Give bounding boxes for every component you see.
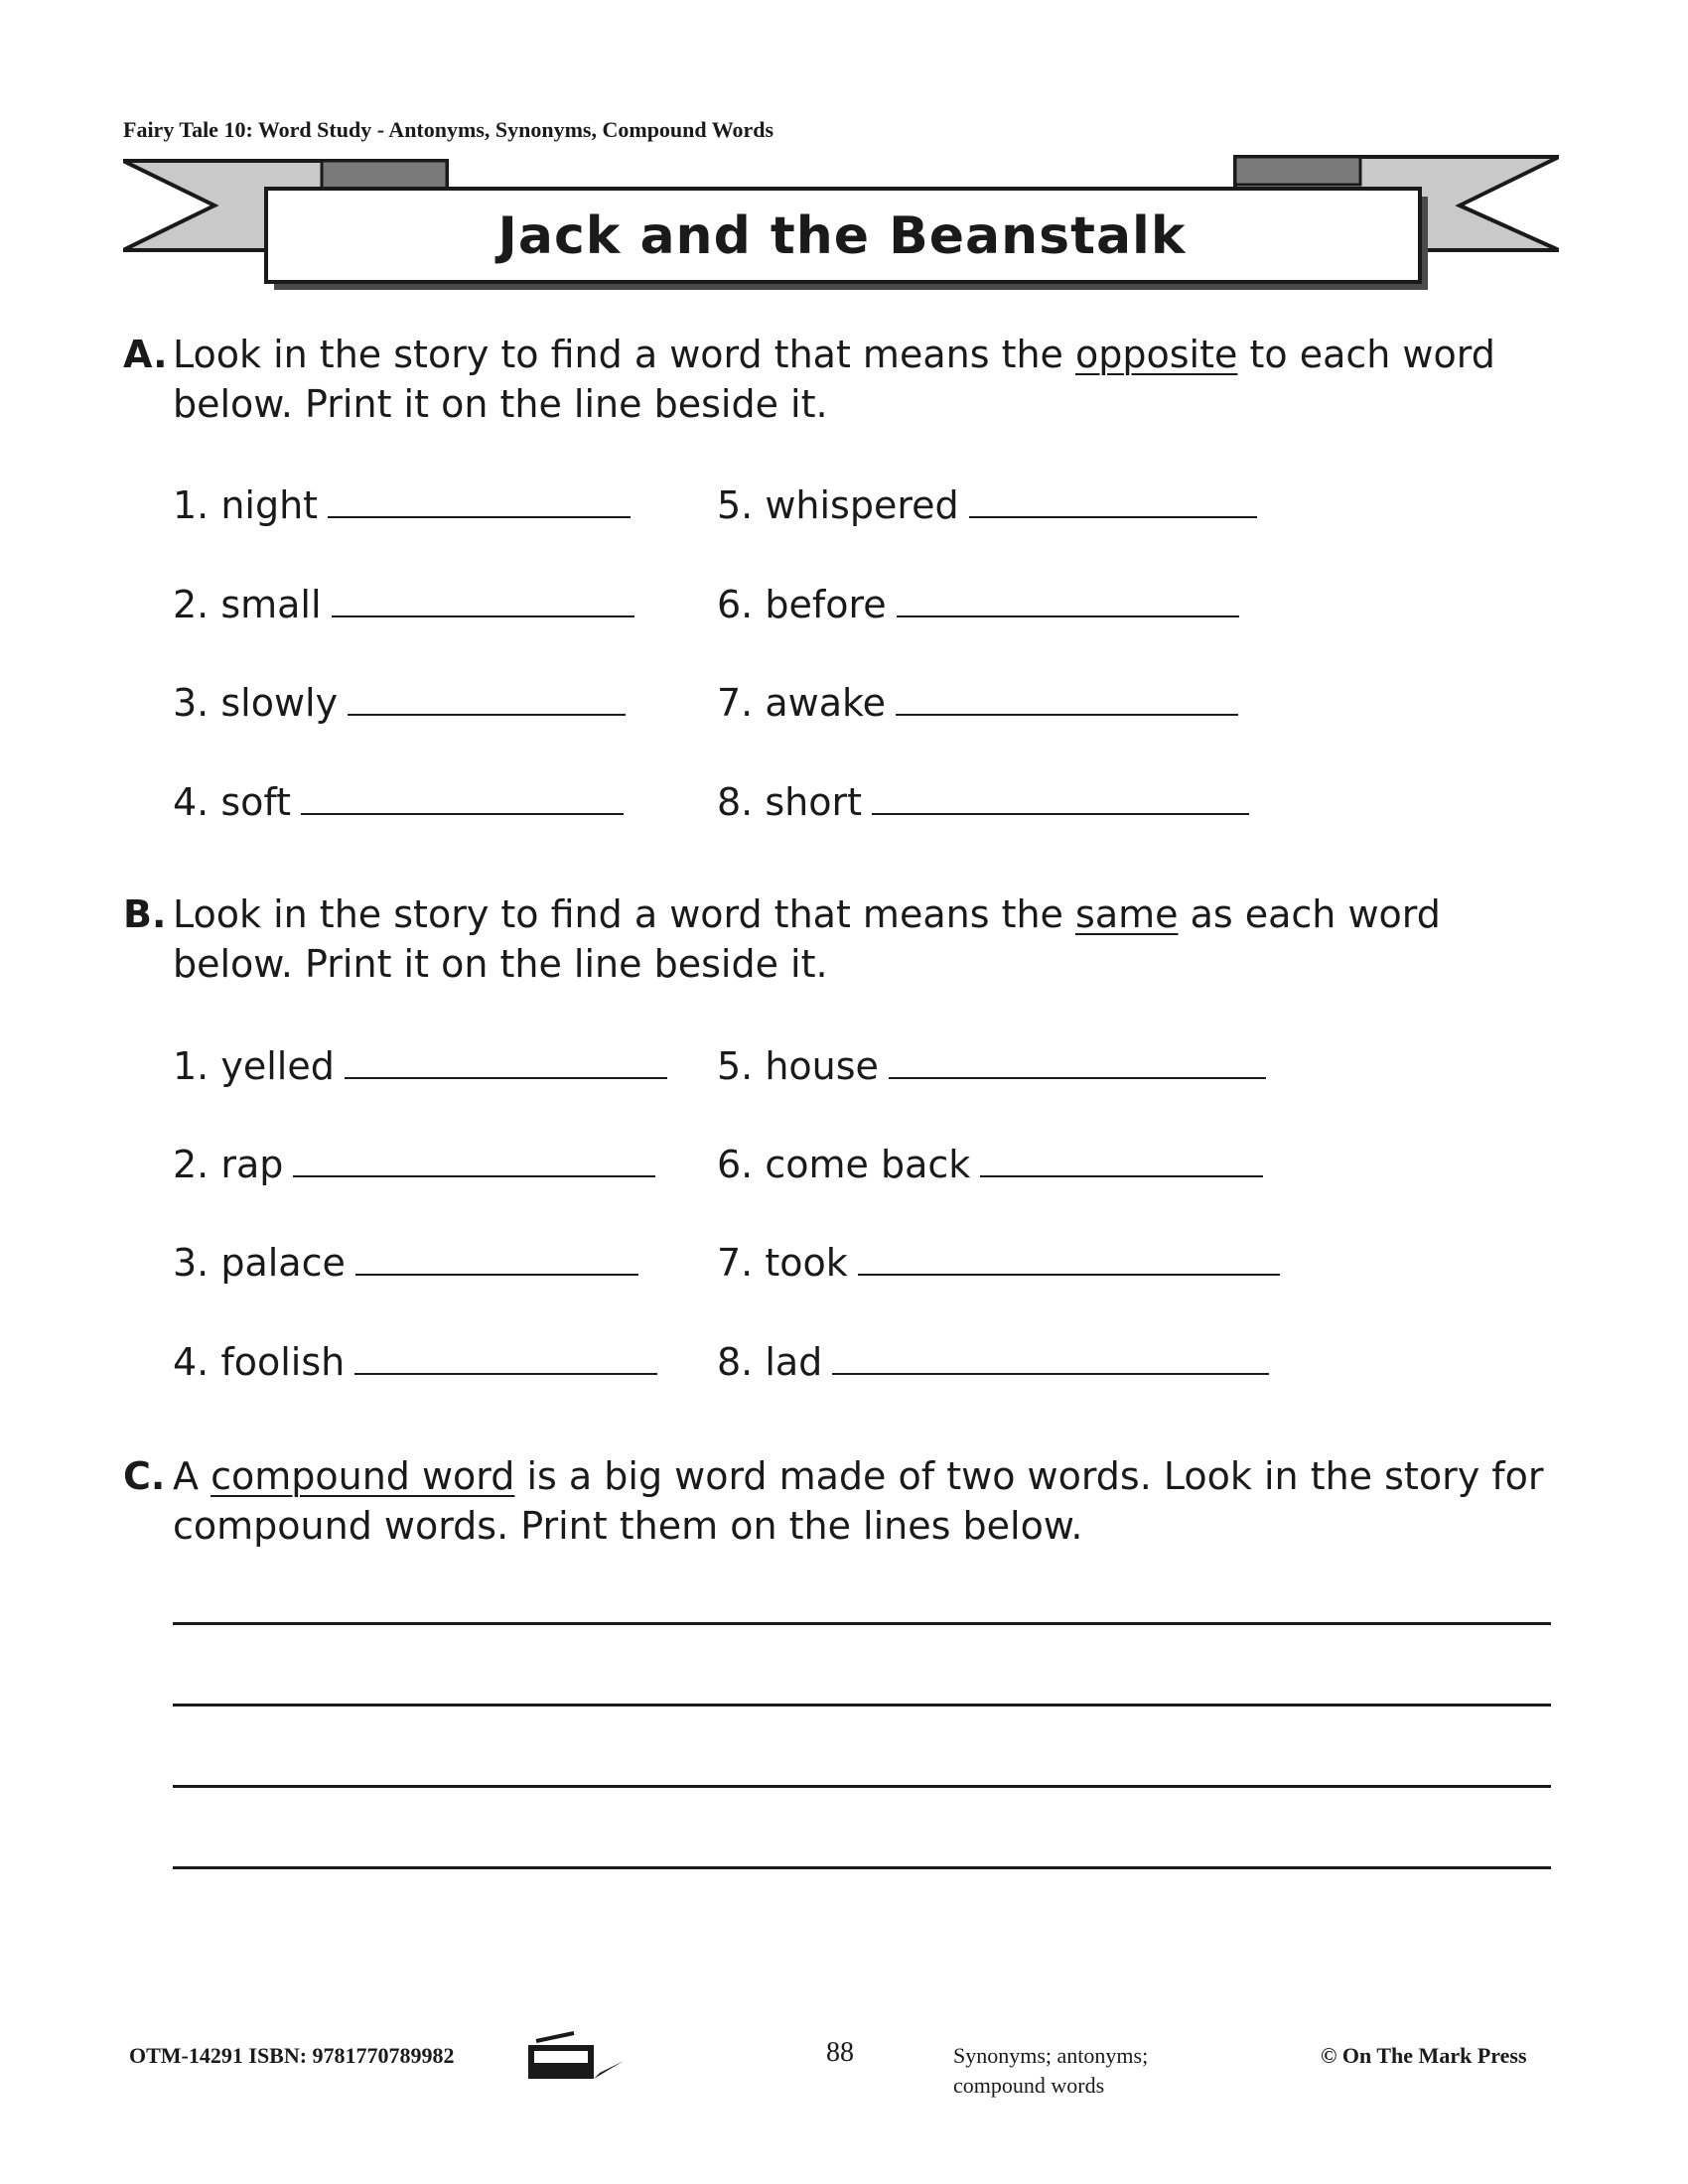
answer-line[interactable] [354, 1335, 657, 1375]
answer-line[interactable] [889, 1039, 1266, 1079]
synonym-item: 4. foolish [173, 1335, 657, 1387]
compound-answer-line[interactable] [173, 1866, 1551, 1869]
answer-line[interactable] [897, 578, 1239, 617]
answer-line[interactable] [832, 1335, 1269, 1375]
keyword-compound-word: compound word [211, 1454, 515, 1498]
compound-answer-line[interactable] [173, 1704, 1551, 1706]
synonym-item: 7. took [717, 1236, 1280, 1288]
keyword-opposite: opposite [1075, 333, 1238, 376]
answer-line[interactable] [969, 478, 1257, 518]
answer-line[interactable] [293, 1138, 655, 1177]
section-letter: C. [123, 1454, 166, 1498]
footer-copyright: © On The Mark Press [1321, 2043, 1527, 2068]
antonym-item: 7. awake [717, 676, 1238, 728]
answer-line[interactable] [980, 1138, 1263, 1177]
answer-line[interactable] [328, 478, 631, 518]
workbook-icon [526, 2031, 626, 2081]
antonym-item: 3. slowly [173, 676, 626, 728]
page-title: Jack and the Beanstalk [497, 206, 1187, 266]
antonym-item: 4. soft [173, 775, 624, 827]
answer-line[interactable] [872, 775, 1249, 815]
compound-answer-line[interactable] [173, 1785, 1551, 1788]
section-a-instructions: A. Look in the story to find a word that means the opposite to each word below. Print it on the line beside it. [123, 330, 1563, 429]
antonym-item: 5. whispered [717, 478, 1257, 530]
footer-code: OTM-14291 ISBN: 9781770789982 [129, 2043, 455, 2068]
section-letter: A. [123, 333, 168, 376]
antonym-item: 1. night [173, 478, 631, 530]
synonym-item: 1. yelled [173, 1039, 667, 1091]
synonym-item: 5. house [717, 1039, 1266, 1091]
answer-line[interactable] [348, 676, 626, 716]
synonym-item: 6. come back [717, 1138, 1263, 1189]
answer-line[interactable] [345, 1039, 667, 1079]
antonym-item: 8. short [717, 775, 1249, 827]
answer-line[interactable] [858, 1236, 1280, 1276]
page-number: 88 [826, 2037, 854, 2068]
synonym-item: 8. lad [717, 1335, 1269, 1387]
answer-line[interactable] [355, 1236, 638, 1276]
section-b-instructions: B. Look in the story to find a word that means the same as each word below. Print it on the line beside it. [123, 889, 1563, 989]
keyword-same: same [1075, 892, 1179, 936]
synonym-item: 3. palace [173, 1236, 638, 1288]
section-letter: B. [123, 892, 167, 936]
antonym-item: 2. small [173, 578, 634, 629]
antonym-item: 6. before [717, 578, 1239, 629]
answer-line[interactable] [896, 676, 1238, 716]
section-c-instructions: C. A compound word is a big word made of two words. Look in the story for compound words. Print them on the lines below. [123, 1451, 1563, 1551]
footer-skill: Synonyms; antonyms; compound words [953, 2043, 1149, 2098]
answer-line[interactable] [332, 578, 634, 617]
page-header: Fairy Tale 10: Word Study - Antonyms, Synonyms, Compound Words [123, 117, 774, 142]
compound-answer-line[interactable] [173, 1622, 1551, 1625]
answer-line[interactable] [301, 775, 624, 815]
synonym-item: 2. rap [173, 1138, 655, 1189]
